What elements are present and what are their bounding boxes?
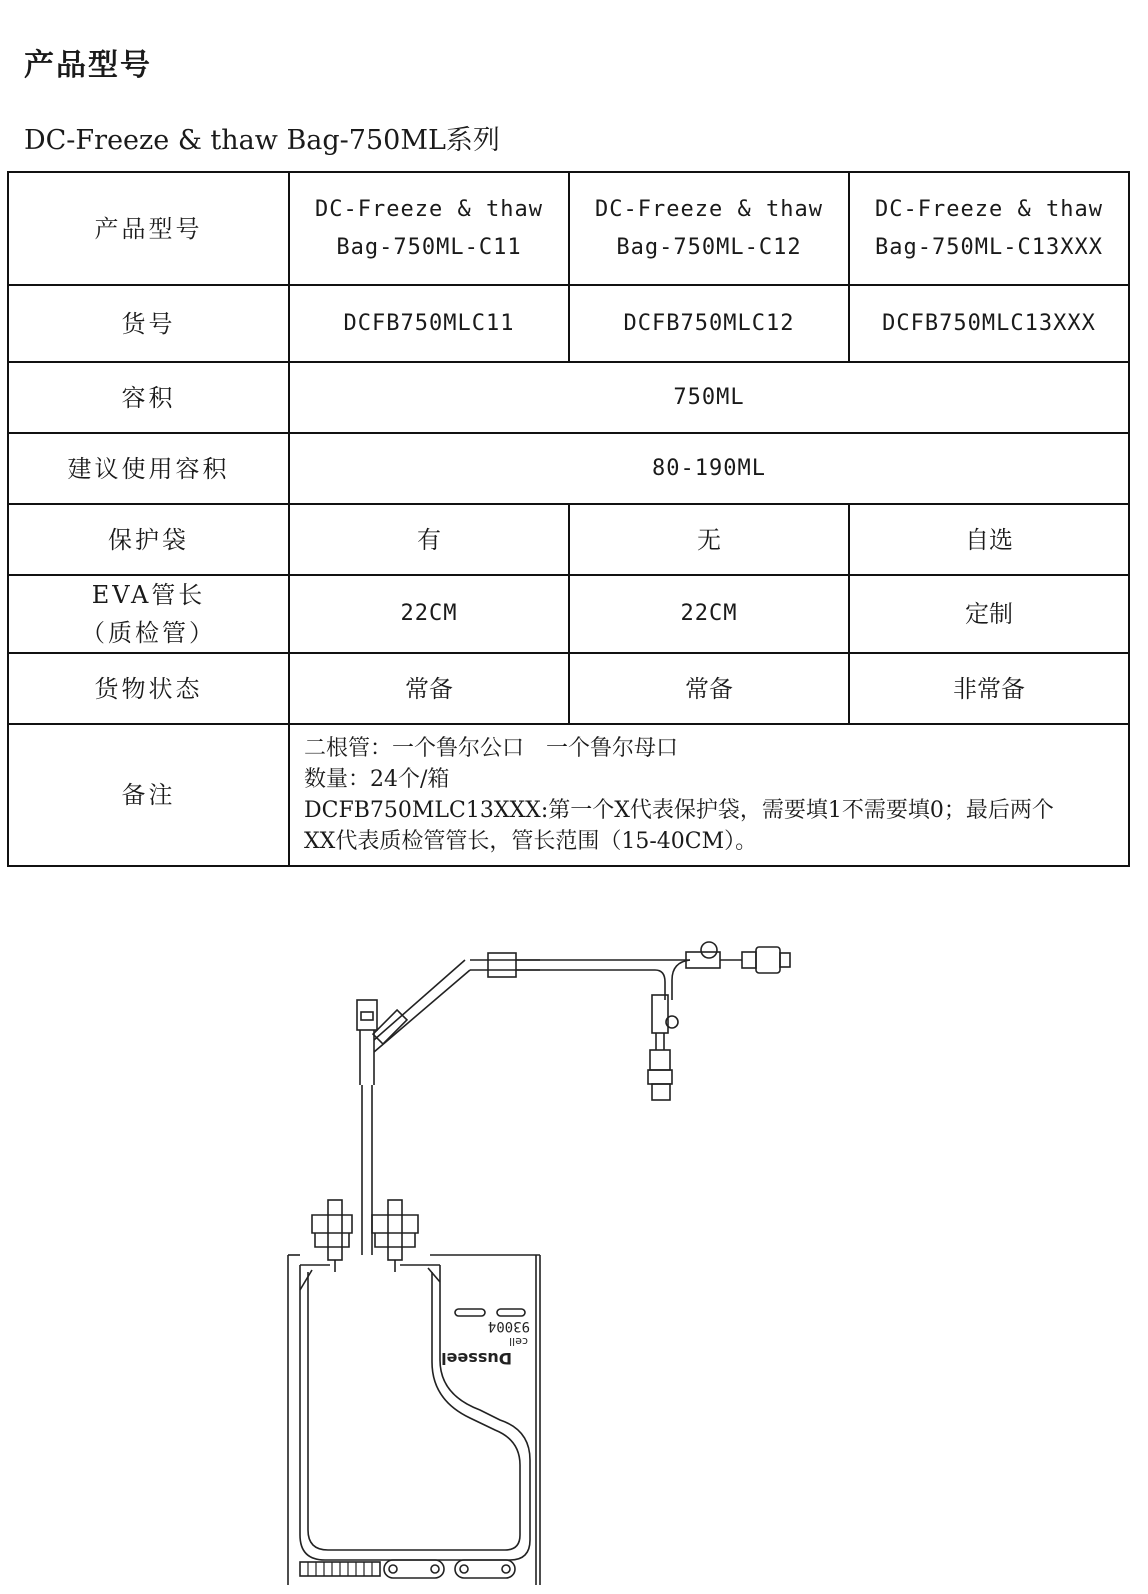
bag-brand-sup-text: cell [509,1335,528,1348]
table-row-note [8,724,1129,866]
status-cell-2: 常备 [569,653,849,724]
table-row-rec-volume [8,433,1129,504]
table-row-status [8,653,1129,724]
status-label: 货物状态 [8,653,289,724]
table-row-bag [8,504,1129,575]
bag-cell-3: 自选 [849,504,1129,575]
item-label: 货号 [8,285,289,362]
table-row-model [8,172,1129,285]
note-cell [289,724,1129,866]
status-cell-1: 常备 [289,653,569,724]
table-row-volume [8,362,1129,433]
freeze-bag-drawing [270,935,810,1585]
note-line-2: 数量：24个/箱 [304,767,450,792]
eva-cell-1: 22CM [289,575,569,653]
table-row-eva [8,575,1129,653]
note-line-4: XX代表质检管管长，管长范围（15-40CM）。 [304,829,758,854]
note-label: 备注 [8,724,289,866]
series-title: DC-Freeze & thaw Bag-750ML系列 [24,125,500,156]
bag-label: 保护袋 [8,504,289,575]
bag-cell-1: 有 [289,504,569,575]
model-cell-2: DC-Freeze & thaw Bag-750ML-C12 [569,172,849,285]
model-cell-1: DC-Freeze & thaw Bag-750ML-C11 [289,172,569,285]
bag-cell-2: 无 [569,504,849,575]
bag-brand-text: Dusseel [441,1349,512,1368]
item-cell-3: DCFB750MLC13XXX [849,285,1129,362]
status-cell-3: 非常备 [849,653,1129,724]
item-cell-1: DCFB750MLC11 [289,285,569,362]
eva-cell-3: 定制 [849,575,1129,653]
note-line-1: 二根管：一个鲁尔公口 一个鲁尔母口 [304,736,679,761]
table-row-item [8,285,1129,362]
item-cell-2: DCFB750MLC12 [569,285,849,362]
model-cell-3: DC-Freeze & thaw Bag-750ML-C13XXX [849,172,1129,285]
page-heading: 产品型号 [24,48,152,83]
spec-table [7,171,1130,867]
eva-label: EVA管长 （质检管） [8,575,289,653]
rec-volume-label: 建议使用容积 [8,433,289,504]
bag-number-text: 93004 [487,1318,530,1334]
volume-label: 容积 [8,362,289,433]
rec-volume-cell: 80-190ML [289,433,1129,504]
volume-cell: 750ML [289,362,1129,433]
eva-cell-2: 22CM [569,575,849,653]
note-line-3: DCFB750MLC13XXX:第一个X代表保护袋，需要填1不需要填0；最后两个 [304,798,1054,823]
model-label: 产品型号 [8,172,289,285]
